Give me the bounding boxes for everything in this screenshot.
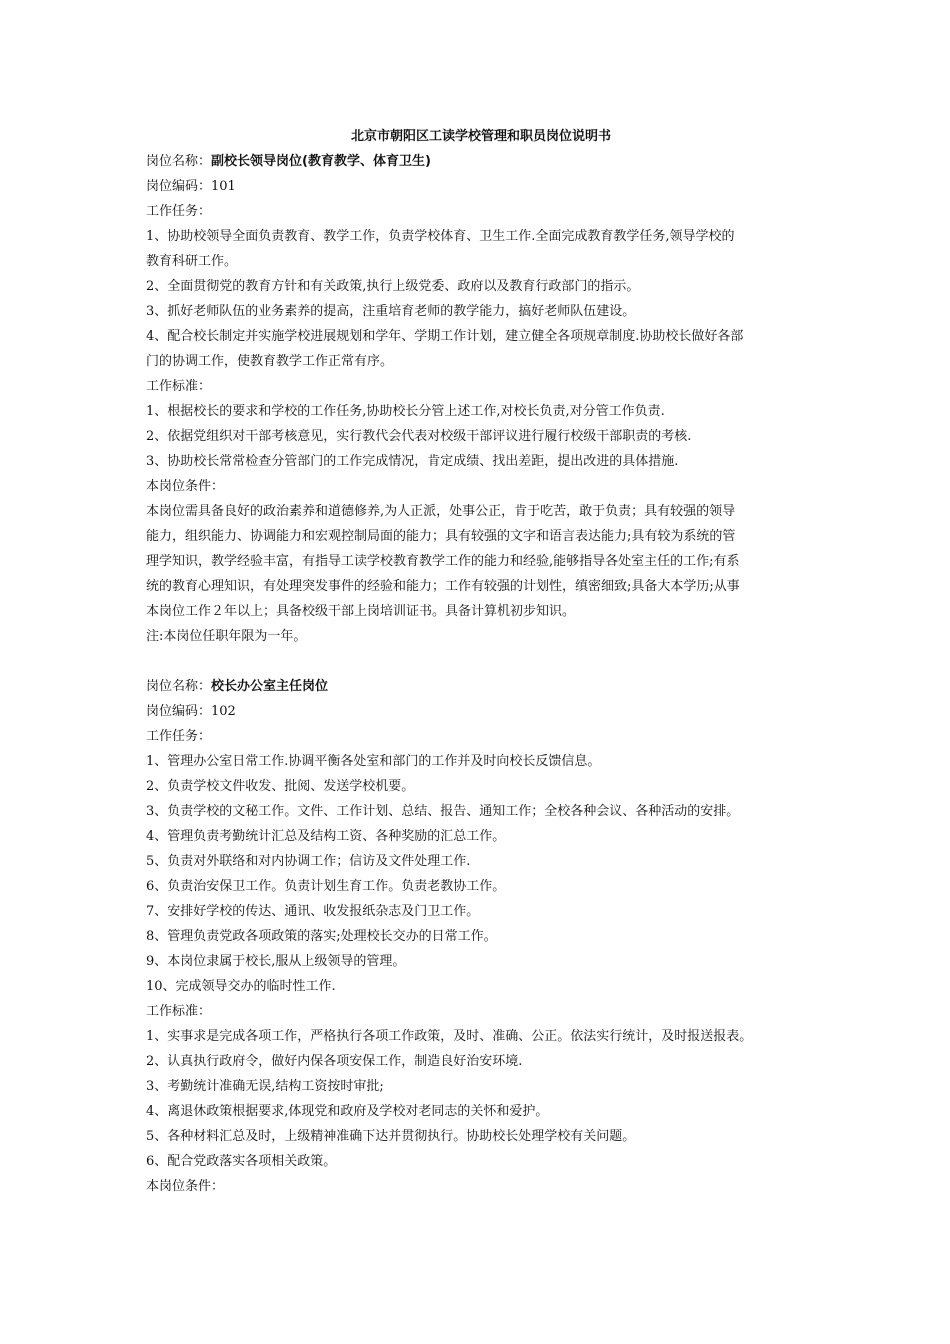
task-line: 3、抓好老师队伍的业务素养的提高，注重培育老师的教学能力，搞好老师队伍建设。 (146, 304, 636, 319)
standard-line: 2、依据党组织对干部考核意见，实行教代会代表对校级干部评议进行履行校级干部职责的考核. (146, 429, 692, 444)
standard-line: 6、配合党政落实各项相关政策。 (146, 1154, 337, 1169)
task-line: 2、负责学校文件收发、批阅、发送学校机要。 (146, 779, 415, 794)
post-name: 副校长领导岗位(教育教学、体育卫生) (211, 154, 431, 169)
post-name-label: 岗位名称： (146, 679, 212, 694)
task-line: 9、本岗位隶属于校长,服从上级领导的管理。 (146, 954, 406, 969)
condition-line: 注:本岗位任职年限为一年。 (146, 629, 307, 644)
standard-line: 1、根据校长的要求和学校的工作任务,协助校长分管上述工作,对校长负责,对分管工作负责. (146, 404, 665, 419)
task-line: 5、负责对外联络和对内协调工作；信访及文件处理工作. (146, 854, 471, 869)
post-code-line: 岗位编码：101 (146, 179, 236, 194)
task-line: 1、协助校领导全面负责教育、教学工作，负责学校体育、卫生工作.全面完成教育教学任务,领导学校的 (146, 229, 735, 244)
document-page (146, 124, 816, 1199)
standard-line: 5、各种材料汇总及时，上级精神准确下达并贯彻执行。协助校长处理学校有关问题。 (146, 1129, 636, 1144)
standards-heading: 工作标准： (146, 1004, 212, 1019)
task-line: 6、负责治安保卫工作。负责计划生育工作。负责老教协工作。 (146, 879, 506, 894)
post-name-line (146, 674, 816, 699)
condition-line: 本岗位需具备良好的政治素养和道德修养,为人正派，处事公正，肯于吃苦，敢于负责；具有较强的领导 (146, 504, 736, 519)
standard-line: 1、实事求是完成各项工作，严格执行各项工作政策，及时、准确、公正。依法实行统计，及时报送报表。 (146, 1029, 753, 1044)
task-line: 10、完成领导交办的临时性工作. (146, 979, 336, 994)
condition-line: 理学知识，教学经验丰富，有指导工读学校教育教学工作的能力和经验,能够指导各处室主任的工作;有系 (146, 554, 740, 569)
task-line: 4、配合校长制定并实施学校进展规划和学年、学期工作计划，建立健全各项规章制度.协助校长做好各部 (146, 329, 744, 344)
task-line: 2、全面贯彻党的教育方针和有关政策,执行上级党委、政府以及教育行政部门的指示。 (146, 279, 640, 294)
standard-line: 2、认真执行政府令，做好内保各项安保工作，制造良好治安环境. (146, 1054, 523, 1069)
section-spacer (146, 649, 816, 674)
post-code-line: 岗位编码：102 (146, 704, 236, 719)
tasks-heading: 工作任务： (146, 204, 212, 219)
task-line: 8、管理负责党政各项政策的落实;处理校长交办的日常工作。 (146, 929, 497, 944)
task-line: 教育科研工作。 (146, 254, 238, 269)
task-line: 7、安排好学校的传达、通讯、收发报纸杂志及门卫工作。 (146, 904, 480, 919)
condition-line: 能力，组织能力、协调能力和宏观控制局面的能力；具有较强的文字和语言表达能力;具有较为系统的管 (146, 529, 736, 544)
post-name-line (146, 149, 816, 174)
standard-line: 3、考勤统计准确无误,结构工资按时审批; (146, 1079, 384, 1094)
tasks-heading: 工作任务： (146, 729, 212, 744)
task-line: 4、管理负责考勤统计汇总及结构工资、各种奖励的汇总工作。 (146, 829, 506, 844)
task-line: 1、管理办公室日常工作.协调平衡各处室和部门的工作并及时向校长反馈信息。 (146, 754, 601, 769)
standard-line: 3、协助校长常常检查分管部门的工作完成情况，肯定成绩、找出差距，提出改进的具体措施. (146, 454, 679, 469)
standard-line: 4、离退休政策根据要求,体现党和政府及学校对老同志的关怀和爱护。 (146, 1104, 549, 1119)
section-102 (146, 674, 816, 1199)
conditions-heading: 本岗位条件： (146, 1179, 225, 1194)
task-line: 3、负责学校的文秘工作。文件、工作计划、总结、报告、通知工作；全校各种会议、各种活动的安排。 (146, 804, 740, 819)
document-title: 北京市朝阳区工读学校管理和职员岗位说明书 (350, 129, 611, 144)
conditions-heading: 本岗位条件： (146, 479, 225, 494)
post-name-label: 岗位名称： (146, 154, 212, 169)
post-name: 校长办公室主任岗位 (211, 679, 329, 694)
condition-line: 本岗位工作２年以上；具备校级干部上岗培训证书。具备计算机初步知识。 (146, 604, 576, 619)
condition-line: 统的教育心理知识，有处理突发事件的经验和能力；工作有较强的计划性，缜密细致;具备大本学历;从事 (146, 579, 740, 594)
task-line: 门的协调工作，使教育教学工作正常有序。 (146, 354, 394, 369)
standards-heading: 工作标准： (146, 379, 212, 394)
section-101 (146, 149, 816, 649)
